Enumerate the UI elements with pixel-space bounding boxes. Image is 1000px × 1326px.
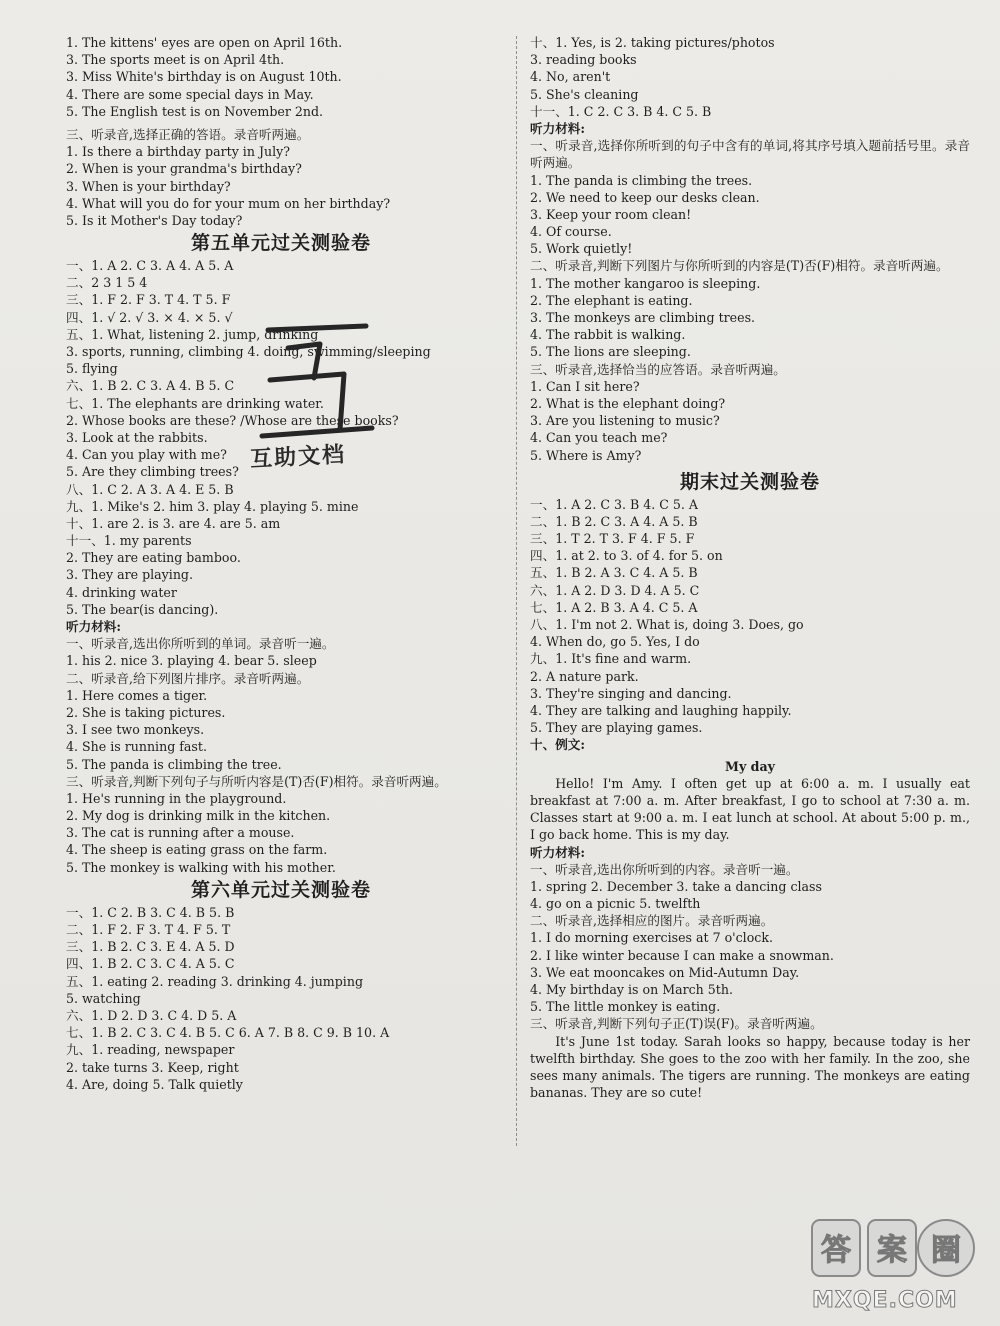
answer-line: 5. The lions are sleeping.	[530, 344, 691, 360]
answer-line: 4. The sheep is eating grass on the farm.	[66, 842, 328, 858]
answer-line: 五、1. B 2. A 3. C 4. A 5. B	[530, 565, 698, 581]
answer-line: 2. We need to keep our desks clean.	[530, 189, 760, 205]
answer-line: 二、1. F 2. F 3. T 4. F 5. T	[66, 922, 231, 938]
answer-line: 5. The English test is on November 2nd.	[66, 103, 324, 119]
logo-char: 案	[877, 1233, 907, 1268]
answer-line: 2. What is the elephant doing?	[530, 395, 726, 411]
left-block1	[66, 34, 496, 120]
answer-line: 三、1. B 2. C 3. E 4. A 5. D	[66, 939, 235, 955]
answer-line: 2. She is taking pictures.	[66, 704, 226, 720]
answer-line: 5. They are playing games.	[530, 720, 703, 736]
answer-line: 3. reading books	[530, 52, 637, 68]
listening-passage: It's June 1st today. Sarah looks so happy, because today is her twelfth birthday. She goes to the zoo with her family. In the zoo, she sees many animals. The tigers are running. The monkeys are eating bananas. They are so cute!	[530, 1033, 970, 1101]
answer-line: 2. When is your grandma's birthday?	[66, 161, 302, 177]
answer-line: 5. The little monkey is eating.	[530, 999, 721, 1015]
final-answers	[530, 496, 970, 737]
answer-line: 1. spring 2. December 3. take a dancing class	[530, 878, 822, 894]
answer-line: 九、1. It's fine and warm.	[530, 651, 692, 667]
answer-line: 5. The monkey is walking with his mother.	[66, 859, 336, 875]
answer-line: 3. They are playing.	[66, 567, 194, 583]
answer-line: 2. They are eating bamboo.	[66, 550, 241, 566]
answer-line: 4. There are some special days in May.	[66, 86, 314, 102]
answer-line: 5. The bear(is dancing).	[66, 601, 219, 617]
answer-line: 2. I like winter because I can make a snowman.	[530, 947, 834, 963]
answer-line: 2. take turns 3. Keep, right	[66, 1059, 239, 1075]
answer-line: 四、1. √ 2. √ 3. × 4. × 5. √	[66, 309, 233, 325]
answer-line: 5. watching	[66, 990, 141, 1006]
answer-line: 九、1. reading, newspaper	[66, 1042, 235, 1058]
listening-label: 听力材料:	[530, 120, 586, 136]
column-divider	[516, 36, 517, 1146]
section-heading: 三、听录音,判断下列句子正(T)误(F)。录音听两遍。	[530, 1016, 823, 1032]
answer-line: 4. What will you do for your mum on her birthday?	[66, 195, 391, 211]
answer-line: 三、1. F 2. F 3. T 4. T 5. F	[66, 292, 231, 308]
answer-line: 4. Can you play with me?	[66, 447, 227, 463]
unit6-answers	[66, 904, 496, 1093]
answer-line: 六、1. D 2. D 3. C 4. D 5. A	[66, 1007, 237, 1023]
answer-line: 三、1. T 2. T 3. F 4. F 5. F	[530, 531, 695, 547]
answer-line: 二、2 3 1 5 4	[66, 275, 148, 291]
answer-line: 四、1. B 2. C 3. C 4. A 5. C	[66, 956, 235, 972]
answer-line: 六、1. A 2. D 3. D 4. A 5. C	[530, 582, 700, 598]
answer-line: 七、1. The elephants are drinking water.	[66, 395, 324, 411]
answer-line: 5. Where is Amy?	[530, 447, 642, 463]
answer-line: 4. My birthday is on March 5th.	[530, 982, 733, 998]
answer-line: 1. The kittens' eyes are open on April 16th.	[66, 35, 343, 50]
answer-line: 十、1. Yes, is 2. taking pictures/photos	[530, 35, 775, 50]
answer-line: 十、1. are 2. is 3. are 4. are 5. am	[66, 515, 281, 531]
answer-line: 5. Is it Mother's Day today?	[66, 212, 243, 228]
answer-line: 八、1. C 2. A 3. A 4. E 5. B	[66, 481, 234, 497]
answer-line: 4. go on a picnic 5. twelfth	[530, 896, 701, 912]
site-url: MXQE.COM	[812, 1288, 958, 1313]
answer-line: 4. No, aren't	[530, 69, 611, 85]
answer-line: 2. The elephant is eating.	[530, 292, 693, 308]
left-column	[66, 34, 496, 1093]
answer-line: 3. The sports meet is on April 4th.	[66, 52, 285, 68]
section-heading: 二、听录音,判断下列图片与你所听到的内容是(T)否(F)相符。录音听两遍。	[530, 258, 949, 274]
answer-line: 3. Keep your room clean!	[530, 206, 692, 222]
answer-line: 4. She is running fast.	[66, 739, 207, 755]
answer-line: 1. his 2. nice 3. playing 4. bear 5. sleep	[66, 653, 317, 669]
unit6-title: 第六单元过关测验卷	[190, 878, 371, 901]
answer-line: 5. The panda is climbing the tree.	[66, 756, 282, 772]
answer-line: 1. Is there a birthday party in July?	[66, 144, 291, 160]
section-heading: 三、听录音,选择正确的答语。录音听两遍。	[66, 126, 310, 142]
answer-line: 一、听录音,选出你所听到的单词。录音听一遍。	[66, 636, 335, 652]
logo-char: 答	[821, 1233, 851, 1268]
right-column	[530, 34, 970, 1101]
answer-line: 3. They're singing and dancing.	[530, 685, 732, 701]
answer-line: 1. The mother kangaroo is sleeping.	[530, 275, 761, 291]
answer-line: 2. A nature park.	[530, 668, 639, 684]
answer-line: 3. We eat mooncakes on Mid-Autumn Day.	[530, 964, 800, 980]
logo-char: 圈	[931, 1233, 961, 1268]
listening-label: 听力材料:	[66, 619, 122, 634]
answer-line: 4. Of course.	[530, 224, 612, 240]
answer-line: 2. My dog is drinking milk in the kitchen.	[66, 808, 331, 824]
answer-line: 一、1. C 2. B 3. C 4. B 5. B	[66, 904, 235, 920]
answer-line: 七、1. A 2. B 3. A 4. C 5. A	[530, 599, 698, 615]
answer-line: 3. Are you listening to music?	[530, 413, 720, 429]
answer-line: 4. Can you teach me?	[530, 430, 668, 446]
answer-line: 1. I do morning exercises at 7 o'clock.	[530, 930, 773, 946]
essay-title: My day	[725, 758, 775, 774]
answer-line: 1. Here comes a tiger.	[66, 687, 208, 703]
unit5-title: 第五单元过关测验卷	[190, 232, 371, 255]
answer-line: 5. Work quietly!	[530, 241, 633, 257]
answer-line: 3. When is your birthday?	[66, 178, 231, 194]
answer-line: 一、1. A 2. C 3. B 4. C 5. A	[530, 496, 699, 512]
answer-line: 十一、1. C 2. C 3. B 4. C 5. B	[530, 103, 712, 119]
answer-line: 5. flying	[66, 361, 118, 377]
watermark-text: 互助文档	[249, 442, 347, 473]
final-exam-title: 期末过关测验卷	[679, 470, 820, 493]
answer-line: 3. The cat is running after a mouse.	[66, 825, 295, 841]
answer-line: 4. The rabbit is walking.	[530, 327, 686, 343]
essay-text: Hello! I'm Amy. I often get up at 6:00 a. m. I usually eat breakfast at 7:00 a. m. After breakfast, I go to school at 7:30 a. m. Classes start at 9:00 a. m. I eat lunch at school. At about 5:00 p. m., I go back home. This is my day.	[530, 775, 970, 843]
answer-line: 六、1. B 2. C 3. A 4. B 5. C	[66, 378, 235, 394]
answer-line: 4. When do, go 5. Yes, I do	[530, 634, 700, 650]
answer-line: 五、1. What, listening 2. jump, drinking	[66, 326, 319, 342]
answer-line: 1. Can I sit here?	[530, 378, 640, 394]
answer-line: 二、听录音,给下列图片排序。录音听两遍。	[66, 670, 310, 686]
answer-line: 十一、1. my parents	[66, 533, 192, 549]
answer-line: 四、1. at 2. to 3. of 4. for 5. on	[530, 548, 723, 564]
answer-line: 5. She's cleaning	[530, 86, 639, 102]
section-heading: 二、听录音,选择相应的图片。录音听两遍。	[530, 913, 774, 929]
answer-line: 3. sports, running, climbing 4. doing, swimming/sleeping	[66, 344, 431, 359]
answer-line: 3. I see two monkeys.	[66, 722, 205, 738]
section-heading: 三、听录音,选择恰当的应答语。录音听两遍。	[530, 361, 786, 377]
answer-line: 3. Look at the rabbits.	[66, 429, 208, 445]
answer-line: 九、1. Mike's 2. him 3. play 4. playing 5. mine	[66, 498, 359, 514]
section-heading: 一、听录音,选出你所听到的内容。录音听一遍。	[530, 861, 799, 877]
answer-line: 3. Miss White's birthday is on August 10th.	[66, 69, 342, 85]
answer-line: 2. Whose books are these? /Whose are these books?	[66, 412, 399, 428]
answer-line: 1. The panda is climbing the trees.	[530, 172, 753, 188]
answer-line: 七、1. B 2. C 3. C 4. B 5. C 6. A 7. B 8. C 9. B 10. A	[66, 1025, 390, 1041]
answer-line: 五、1. eating 2. reading 3. drinking 4. jumping	[66, 973, 364, 989]
answer-line: 4. They are talking and laughing happily.	[530, 702, 792, 718]
answer-line: 4. Are, doing 5. Talk quietly	[66, 1076, 243, 1092]
section-heading: 一、听录音,选择你所听到的句子中含有的单词,将其序号填入题前括号里。录音听两遍。	[530, 138, 970, 171]
answer-line: 5. Are they climbing trees?	[66, 464, 239, 480]
listening-label: 听力材料:	[530, 844, 586, 860]
answer-line: 二、1. B 2. C 3. A 4. A 5. B	[530, 513, 698, 529]
answer-line: 八、1. I'm not 2. What is, doing 3. Does, go	[530, 617, 804, 633]
answer-line: 1. He's running in the playground.	[66, 790, 287, 806]
answer-line: 3. The monkeys are climbing trees.	[530, 310, 756, 326]
essay-label: 十、例文:	[530, 737, 586, 753]
answer-line: 4. drinking water	[66, 584, 177, 600]
section-heading: 三、听录音,判断下列句子与所听内容是(T)否(F)相符。录音听两遍。	[66, 773, 447, 789]
answer-line: 一、1. A 2. C 3. A 4. A 5. A	[66, 258, 234, 274]
